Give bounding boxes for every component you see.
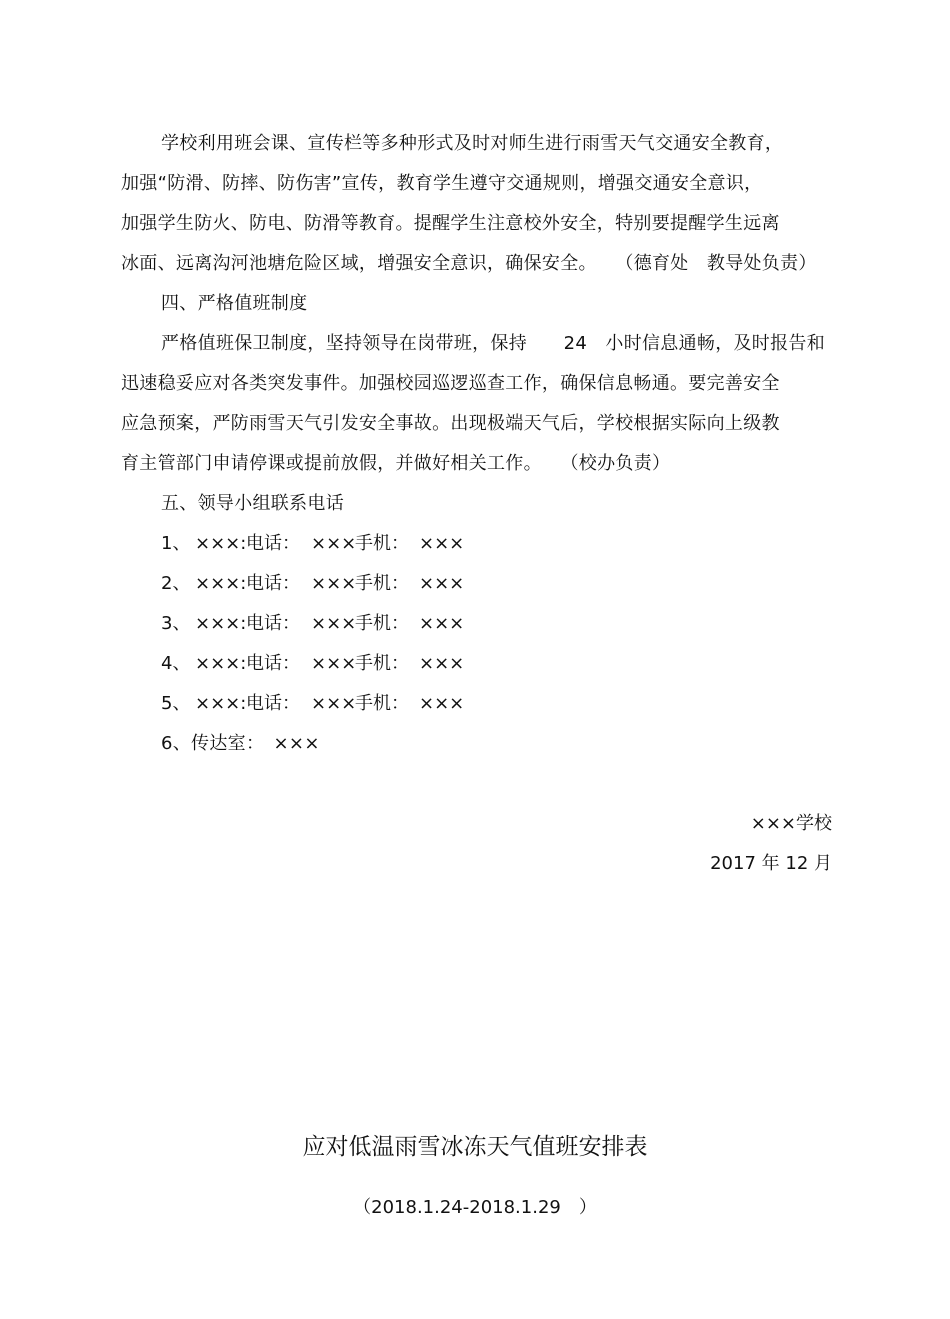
schedule-date-range: （2018.1.24-2018.1.29 ） [353, 1197, 597, 1218]
paragraph-line: 迅速稳妥应对各类突发事件。加强校园巡逻巡查工作，确保信息畅通。要完善安全 [121, 373, 780, 394]
phone-value: ××× [311, 533, 357, 554]
contact-name: ×××: [195, 533, 247, 554]
paragraph-line: 加强“防滑、防摔、防伤害”宣传，教育学生遵守交通规则，增强交通安全意识， [121, 173, 763, 194]
phone-value: ××× [311, 573, 357, 594]
contact-row [161, 611, 481, 637]
phone-label: 电话： [246, 613, 300, 634]
signature-date: 2017 年 12 月 [710, 853, 832, 874]
paragraph-line: 加强学生防火、防电、防滑等教育。提醒学生注意校外安全，特别要提醒学生远离 [121, 213, 780, 234]
contact-number: 1、 [161, 533, 191, 554]
phone-value: ××× [311, 613, 357, 634]
contact-number: 3、 [161, 613, 191, 634]
contact-name: ×××: [195, 653, 247, 674]
phone-value: ××× [311, 693, 357, 714]
phone-value: ××× [311, 653, 357, 674]
paragraph-line: 学校利用班会课、宣传栏等多种形式及时对师生进行雨雪天气交通安全教育， [161, 133, 784, 154]
contact-row [161, 531, 481, 557]
mobile-label: 手机： [355, 653, 409, 674]
mobile-value: ××× [419, 653, 465, 674]
contact-number: 5、 [161, 693, 191, 714]
contact-row [161, 651, 481, 677]
contact-name: ×××: [195, 573, 247, 594]
school-signature: ×××学校 [750, 813, 832, 834]
mobile-label: 手机： [355, 693, 409, 714]
mobile-value: ××× [419, 573, 465, 594]
contact-name: ×××: [195, 693, 247, 714]
paragraph-line: 冰面、远离沟河池塘危险区域，增强安全意识，确保安全。 （德育处 教导处负责） [121, 253, 817, 274]
contact-number: 4、 [161, 653, 191, 674]
contact-row [161, 691, 481, 717]
mobile-value: ××× [419, 533, 465, 554]
contact-name: ×××: [195, 613, 247, 634]
section-heading: 四、严格值班制度 [161, 293, 308, 314]
paragraph-line: 应急预案，严防雨雪天气引发安全事故。出现极端天气后，学校根据实际向上级教 [121, 413, 780, 434]
phone-label: 电话： [246, 653, 300, 674]
mobile-label: 手机： [355, 573, 409, 594]
paragraph-line: 育主管部门申请停课或提前放假，并做好相关工作。 （校办负责） [121, 453, 671, 474]
phone-label: 电话： [246, 573, 300, 594]
reception-contact: 6、传达室： ××× [161, 733, 320, 754]
mobile-label: 手机： [355, 533, 409, 554]
mobile-label: 手机： [355, 613, 409, 634]
schedule-title: 应对低温雨雪冰冻天气值班安排表 [302, 1134, 648, 1160]
paragraph-line: 严格值班保卫制度，坚持领导在岗带班，保持 24 小时信息通畅，及时报告和 [161, 333, 826, 354]
mobile-value: ××× [419, 613, 465, 634]
phone-label: 电话： [246, 533, 300, 554]
mobile-value: ××× [419, 693, 465, 714]
contact-number: 2、 [161, 573, 191, 594]
section-heading: 五、领导小组联系电话 [161, 493, 344, 514]
contact-row [161, 571, 481, 597]
phone-label: 电话： [246, 693, 300, 714]
